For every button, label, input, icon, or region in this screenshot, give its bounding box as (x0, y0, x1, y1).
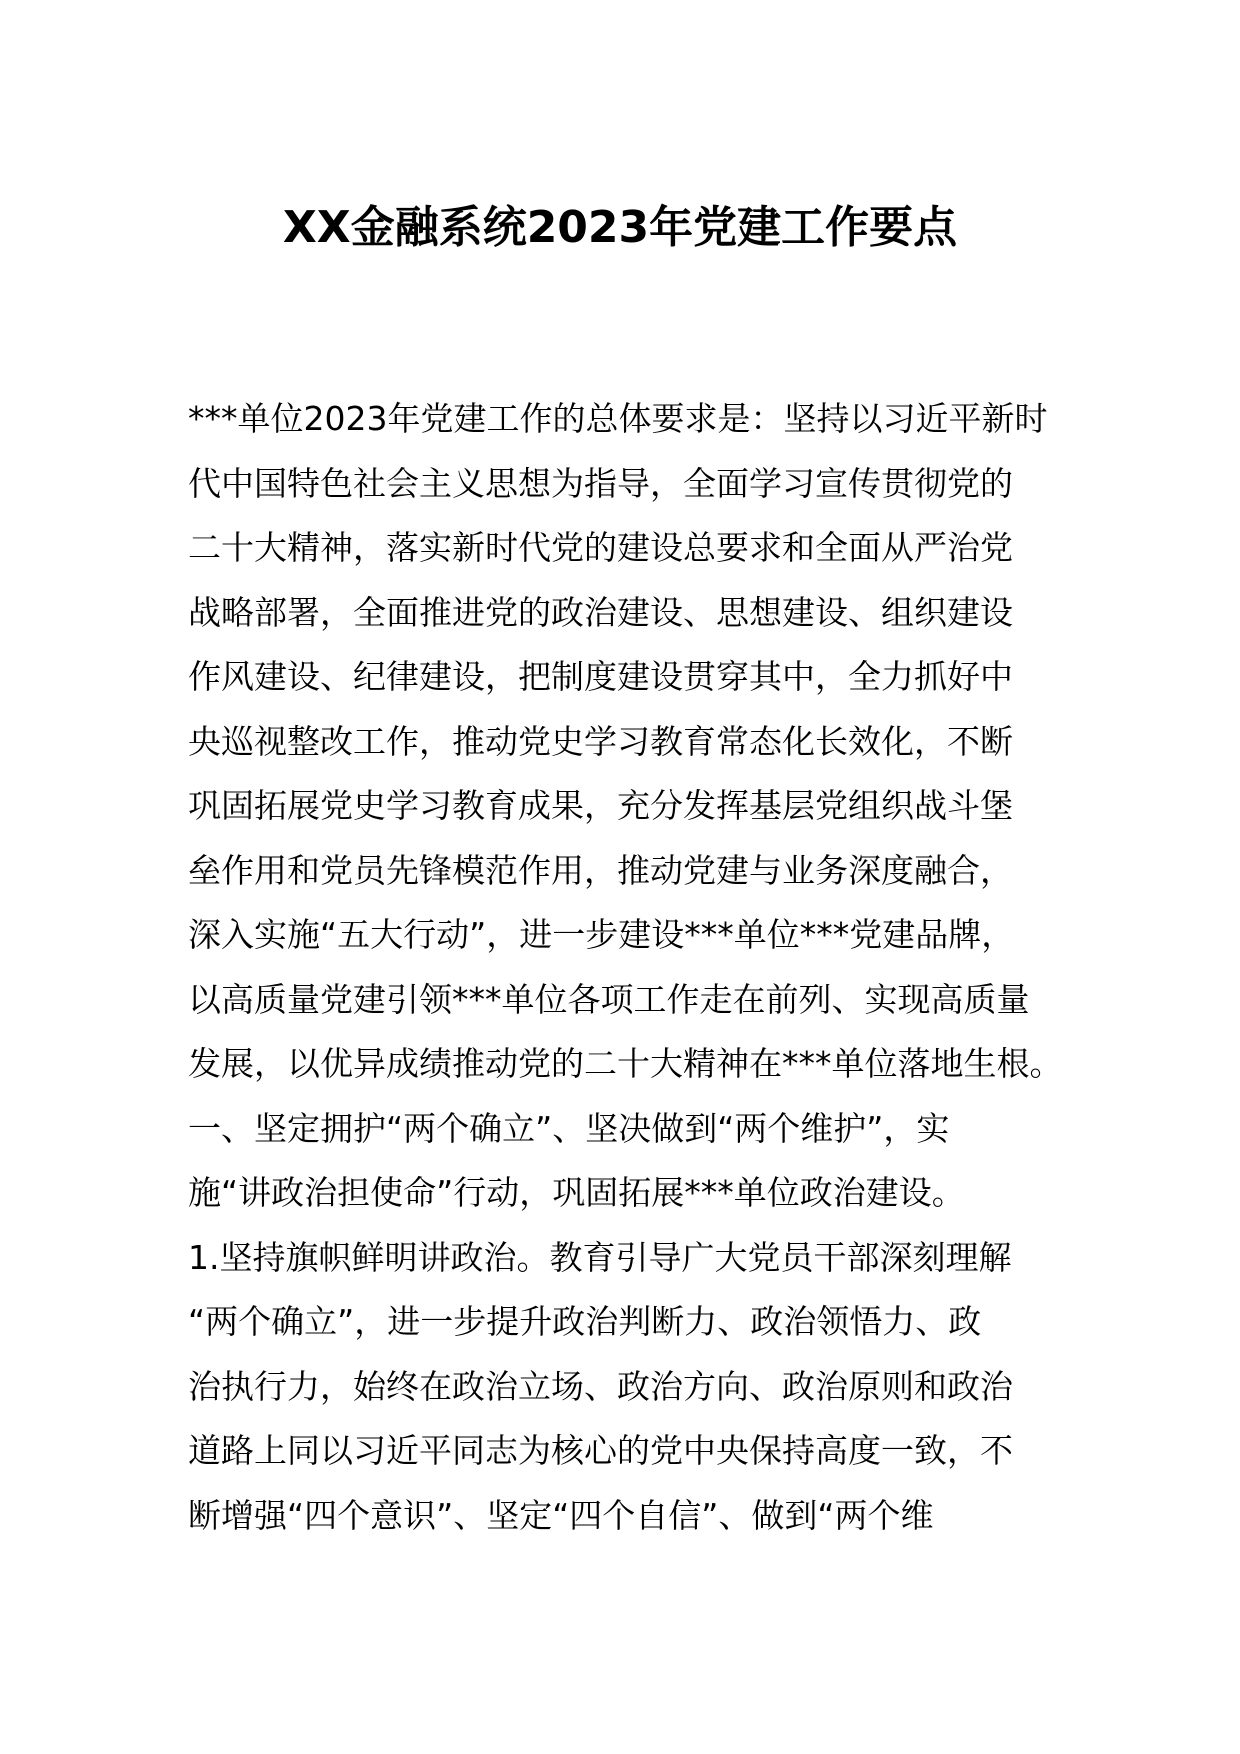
paragraph-line: 作风建设、纪律建设，把制度建设贯穿其中，全力抓好中 (188, 657, 1013, 696)
paragraph-line: ***单位2023年党建工作的总体要求是：坚持以习近平新时 (188, 399, 1048, 438)
paragraph-line: 发展，以优异成绩推动党的二十大精神在***单位落地生根。 (188, 1044, 1063, 1083)
paragraph-line: 央巡视整改工作，推动党史学习教育常态化长效化，不断 (188, 721, 1013, 761)
section-heading-line: 施“讲政治担使命”行动，巩固拓展***单位政治建设。 (188, 1173, 965, 1212)
section-heading-line: 一、坚定拥护“两个确立”、坚决做到“两个维护”，实 (188, 1108, 950, 1148)
paragraph-line: 1.坚持旗帜鲜明讲政治。教育引导广大党员干部深刻理解 (188, 1237, 1012, 1277)
paragraph-line: 道路上同以习近平同志为核心的党中央保持高度一致，不 (188, 1431, 1013, 1470)
paragraph-line: 战略部署，全面推进党的政治建设、思想建设、组织建设 (188, 592, 1013, 632)
paragraph-line: “两个确立”，进一步提升政治判断力、政治领悟力、政 (188, 1302, 982, 1341)
paragraph-line: 代中国特色社会主义思想为指导，全面学习宣传贯彻党的 (188, 463, 1013, 503)
paragraph-line: 二十大精神，落实新时代党的建设总要求和全面从严治党 (188, 528, 1013, 567)
document-body (188, 387, 1088, 1548)
paragraph-line: 治执行力，始终在政治立场、政治方向、政治原则和政治 (188, 1366, 1013, 1406)
paragraph-line: 垒作用和党员先锋模范作用，推动党建与业务深度融合， (188, 850, 1013, 890)
paragraph-line: 以高质量党建引领***单位各项工作走在前列、实现高质量 (188, 979, 1030, 1019)
paragraph-line: 巩固拓展党史学习教育成果，充分发挥基层党组织战斗堡 (188, 786, 1013, 825)
document-title: XX金融系统2023年党建工作要点 (282, 202, 958, 253)
paragraph-line: 深入实施“五大行动”，进一步建设***单位***党建品牌， (188, 915, 1015, 954)
paragraph-line: 断增强“四个意识”、坚定“四个自信”、做到“两个维 (188, 1495, 934, 1535)
